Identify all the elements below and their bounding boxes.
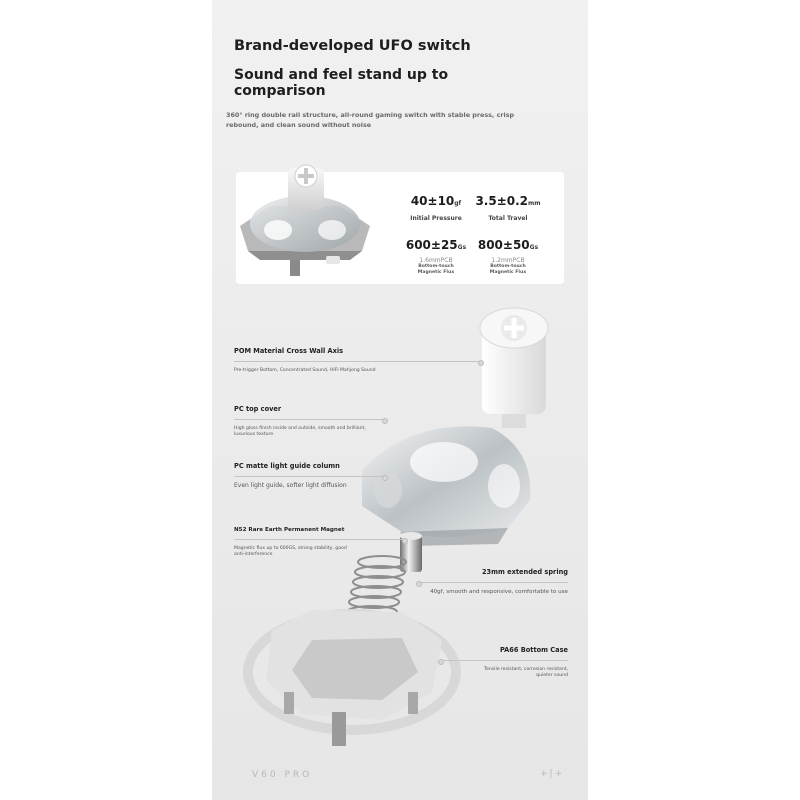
callout-line [234,419,384,420]
callout-text: Magnetic flux up to 600GS, strong stability, good anti-interference [234,546,347,558]
callout-title: 23mm extended spring [481,568,568,576]
brand-logo: V60 PRO [252,770,313,780]
callout-dot [478,360,484,366]
callout-top-cover [234,405,384,439]
callout-magnet [234,527,404,559]
product-panel [212,0,588,800]
callout-light-guide [234,462,384,489]
spec-card [236,172,564,284]
callout-title: PC matte light guide column [234,462,340,470]
callout-pom-axis [234,347,480,374]
callout-line [234,361,480,362]
callout-title: POM Material Cross Wall Axis [234,347,344,355]
spec-label: Initial Pressure [410,215,462,222]
spec-pcb: 1.2mmPCB [491,257,525,264]
callout-line [234,539,404,540]
callout-bottom-case [442,646,568,680]
callout-text: High gloss finish inside and outside, smooth and brilliant, luxurious texture [234,426,366,438]
spec-unit: gf [454,200,462,207]
callout-line [420,582,568,583]
callout-dot [438,659,444,665]
page-description: 360° ring double rail structure, all-round gaming switch with stable press, crisp rebound, and clean sound without noise [226,111,515,129]
callout-dot [402,538,408,544]
callout-title: PC top cover [234,405,282,413]
callout-text: 40gf, smooth and responsive, comfortable to use [430,589,568,595]
page-title: Brand-developed UFO switch [234,38,471,54]
spec-initial-pressure [396,190,476,222]
spec-unit: Gs [457,244,467,251]
spec-value: 600±25 [405,238,458,252]
callout-title: N52 Rare Earth Permanent Magnet [234,527,345,533]
spec-note: Bottom-touch Magnetic Flux [417,264,455,275]
callout-dot [382,475,388,481]
spec-pcb: 1.6mmPCB [419,257,453,264]
spec-unit: mm [528,200,541,207]
switch-assembled-image [230,156,380,281]
callout-line [442,660,568,661]
spec-unit: Gs [529,244,539,251]
spec-value: 40±10 [410,194,455,208]
page-subtitle: Sound and feel stand up to comparison [234,67,449,99]
callout-spring [420,568,568,595]
callout-line [234,476,384,477]
spec-flux-16 [396,234,476,276]
callout-text: Pre-trigger Bottom, Concentrated Sound, HIFI Mahjong Sound [234,368,376,373]
spec-total-travel [468,190,548,222]
callout-text: Even light guide, softer light diffusion [234,482,347,489]
callout-dot [382,418,388,424]
spec-label: Total Travel [488,215,528,222]
brand-mark: +|+ [540,769,565,779]
spec-flux-12 [468,234,548,276]
spec-value: 800±50 [477,238,530,252]
callout-title: PA66 Bottom Case [499,646,568,654]
spec-note: Bottom-touch Magnetic Flux [489,264,527,275]
callout-text: Tensile resistant, corrosion resistant, quieter sound [484,667,568,679]
callout-dot [416,581,422,587]
spec-value: 3.5±0.2 [475,194,529,208]
